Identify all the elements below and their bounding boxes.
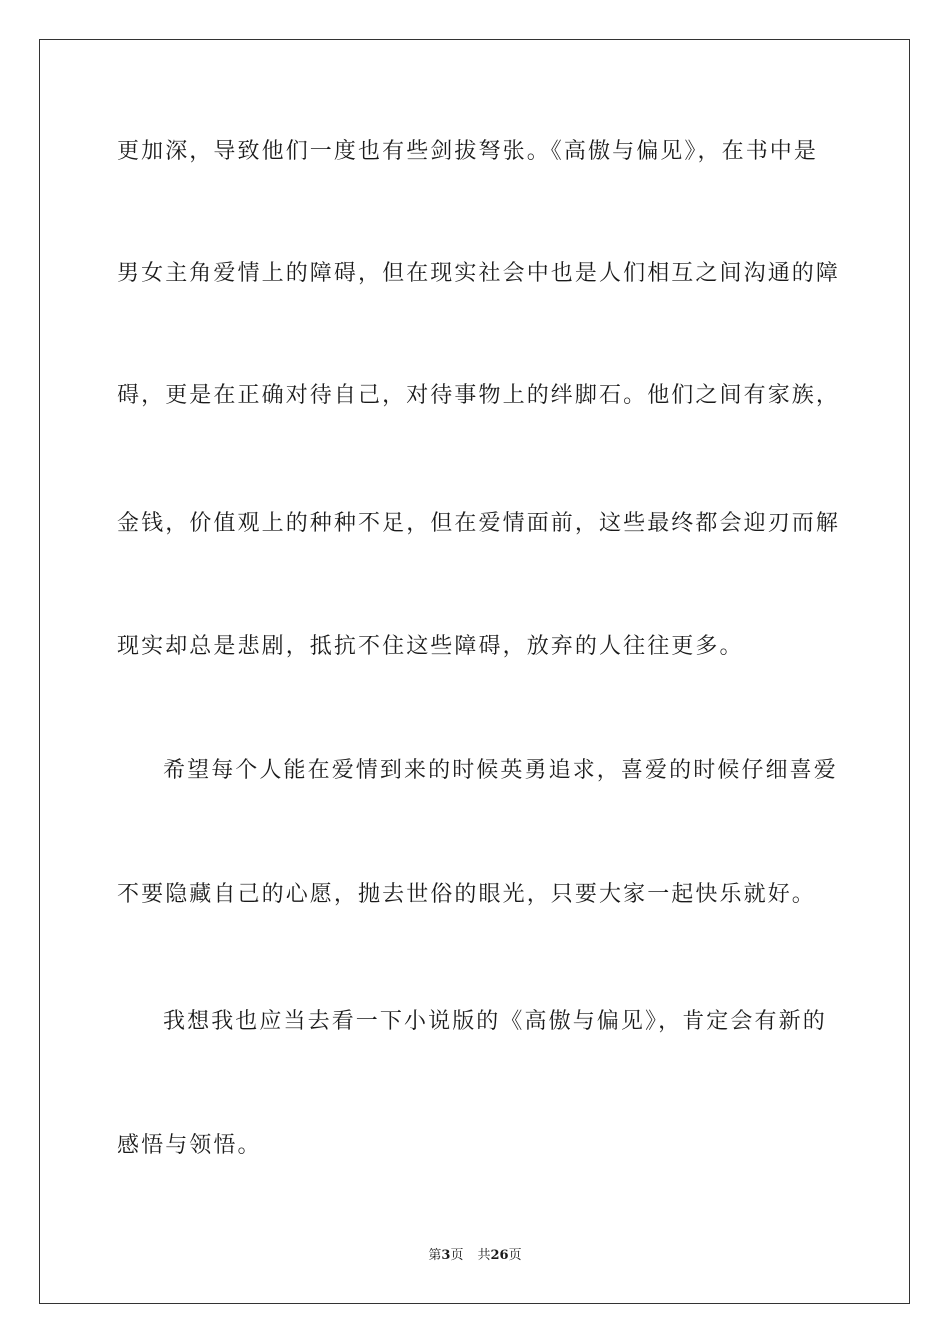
text-line-5: 现实却总是悲剧，抵抗不住这些障碍，放弃的人往往更多。: [117, 634, 744, 659]
text-line-2: 男女主角爱情上的障碍，但在现实社会中也是人们相互之间沟通的障: [117, 261, 841, 286]
paragraph-2-line-2: 不要隐藏自己的心愿，抛去世俗的眼光，只要大家一起快乐就好。: [117, 882, 816, 907]
page-border: [39, 39, 910, 1304]
paragraph-2-line-1: 希望每个人能在爱情到来的时候英勇追求，喜爱的时候仔细喜爱: [163, 758, 838, 783]
total-page-count: 26: [490, 1248, 509, 1263]
paragraph-3-line-1: 我想我也应当去看一下小说版的《高傲与偏见》，肯定会有新的: [163, 1009, 827, 1034]
text-line-3: 碍，更是在正确对待自己，对待事物上的绊脚石。他们之间有家族，: [117, 383, 841, 408]
paragraph-3-line-2: 感悟与领悟。: [117, 1133, 262, 1158]
current-page-number: 3: [441, 1248, 451, 1263]
page-footer: [0, 1247, 950, 1265]
page-prefix: 第: [428, 1248, 442, 1263]
text-line-4: 金钱，价值观上的种种不足，但在爱情面前，这些最终都会迎刃而解: [117, 511, 841, 536]
text-line-1: 更加深，导致他们一度也有些剑拔弩张。《高傲与偏见》，在书中是: [117, 139, 819, 164]
total-suffix: 页: [508, 1248, 522, 1263]
total-prefix: 共: [477, 1248, 491, 1263]
page-suffix: 页: [450, 1248, 464, 1263]
